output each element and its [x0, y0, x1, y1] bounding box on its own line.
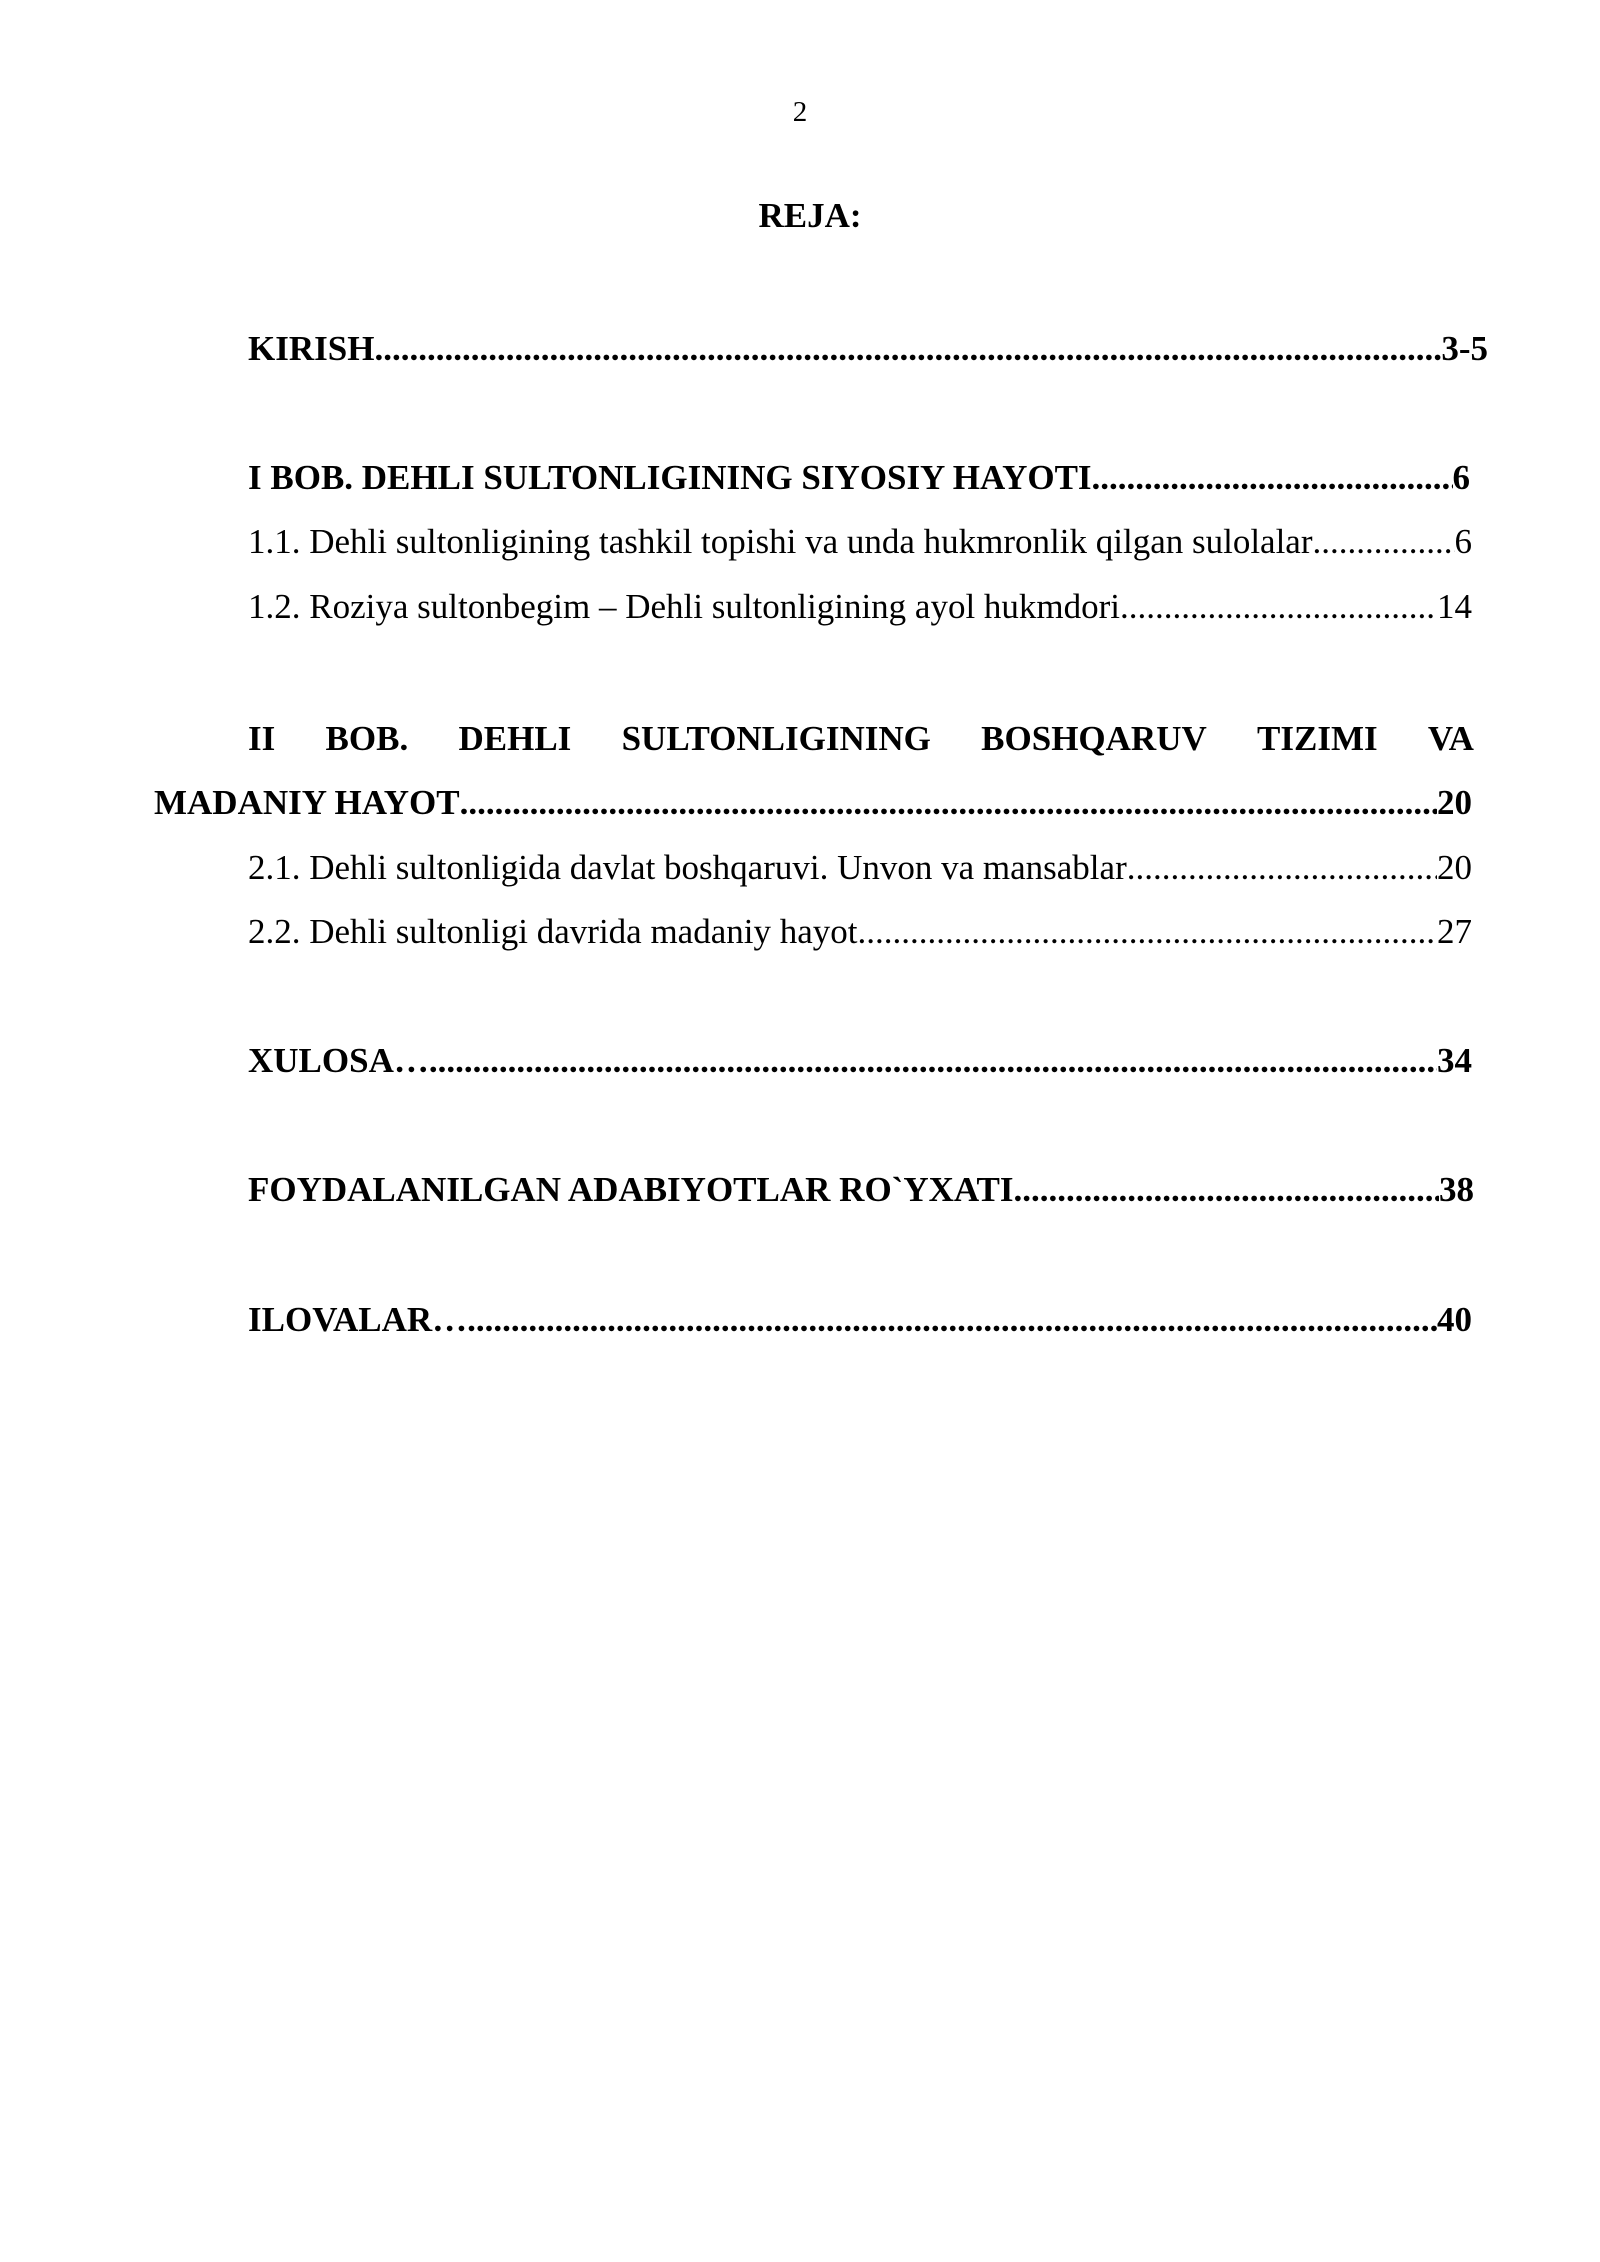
dot-leader — [467, 1298, 1437, 1342]
toc-page: 14 — [1437, 587, 1472, 626]
toc-page: 20 — [1437, 783, 1472, 822]
toc-label: 1.1. Dehli sultonligining tashkil topishi va unda hukmronlik qilgan sulolalar — [248, 522, 1313, 561]
toc-label: KIRISH — [248, 329, 375, 368]
toc-word: II — [248, 719, 276, 758]
toc-word: TIZIMI — [1257, 719, 1378, 758]
toc-entry-bob1 — [248, 456, 1470, 500]
toc-entry-section-1-2 — [248, 585, 1472, 629]
toc-label: I BOB. DEHLI SULTONLIGINING SIYOSIY HAYOTI — [248, 458, 1092, 497]
toc-entry-bob2-line2 — [154, 781, 1472, 825]
toc-label: FOYDALANILGAN ADABIYOTLAR RO`YXATI — [248, 1170, 1014, 1209]
toc-page: 20 — [1437, 848, 1472, 887]
toc-page: 38 — [1439, 1170, 1474, 1209]
toc-entry-kirish — [248, 327, 1488, 371]
dot-leader — [1313, 520, 1455, 564]
dot-leader — [374, 327, 1441, 371]
dot-leader — [429, 1039, 1437, 1083]
toc-label: 1.2. Roziya sultonbegim – Dehli sultonligining ayol hukmdori — [248, 587, 1121, 626]
toc-page: 27 — [1437, 912, 1472, 951]
dot-leader — [1014, 1168, 1439, 1212]
toc-label: 2.1. Dehli sultonligida davlat boshqaruvi. Unvon va mansablar — [248, 848, 1127, 887]
toc-page: 6 — [1452, 458, 1470, 497]
toc-entry-section-2-2 — [248, 910, 1472, 954]
dot-leader — [460, 781, 1437, 825]
toc-word: VA — [1427, 719, 1474, 758]
toc-entry-section-1-1 — [248, 520, 1472, 564]
dot-leader — [1120, 585, 1437, 629]
toc-page: 3-5 — [1441, 329, 1488, 368]
toc-label: MADANIY HAYOT — [154, 783, 460, 822]
toc-word: BOB. — [325, 719, 409, 758]
toc-entry-bob2-line1 — [248, 717, 1474, 761]
page-number: 2 — [792, 96, 808, 128]
toc-entry-section-2-1 — [248, 846, 1472, 890]
toc-word: SULTONLIGINING — [621, 719, 931, 758]
dot-leader — [1092, 456, 1453, 500]
toc-word: DEHLI — [458, 719, 572, 758]
toc-label: ILOVALAR… — [248, 1300, 468, 1339]
toc-page: 6 — [1454, 522, 1472, 561]
toc-page: 40 — [1437, 1300, 1472, 1339]
toc-page: 34 — [1437, 1041, 1472, 1080]
toc-entry-ilovalar — [248, 1298, 1472, 1342]
toc-entry-xulosa — [248, 1039, 1472, 1083]
toc-entry-adabiyotlar — [248, 1168, 1474, 1212]
page-title: REJA: — [758, 196, 862, 235]
toc-word: BOSHQARUV — [981, 719, 1207, 758]
dot-leader — [1127, 846, 1437, 890]
dot-leader — [857, 910, 1437, 954]
toc-label: 2.2. Dehli sultonligi davrida madaniy hayot — [248, 912, 858, 951]
toc-label: XULOSA… — [248, 1041, 429, 1080]
